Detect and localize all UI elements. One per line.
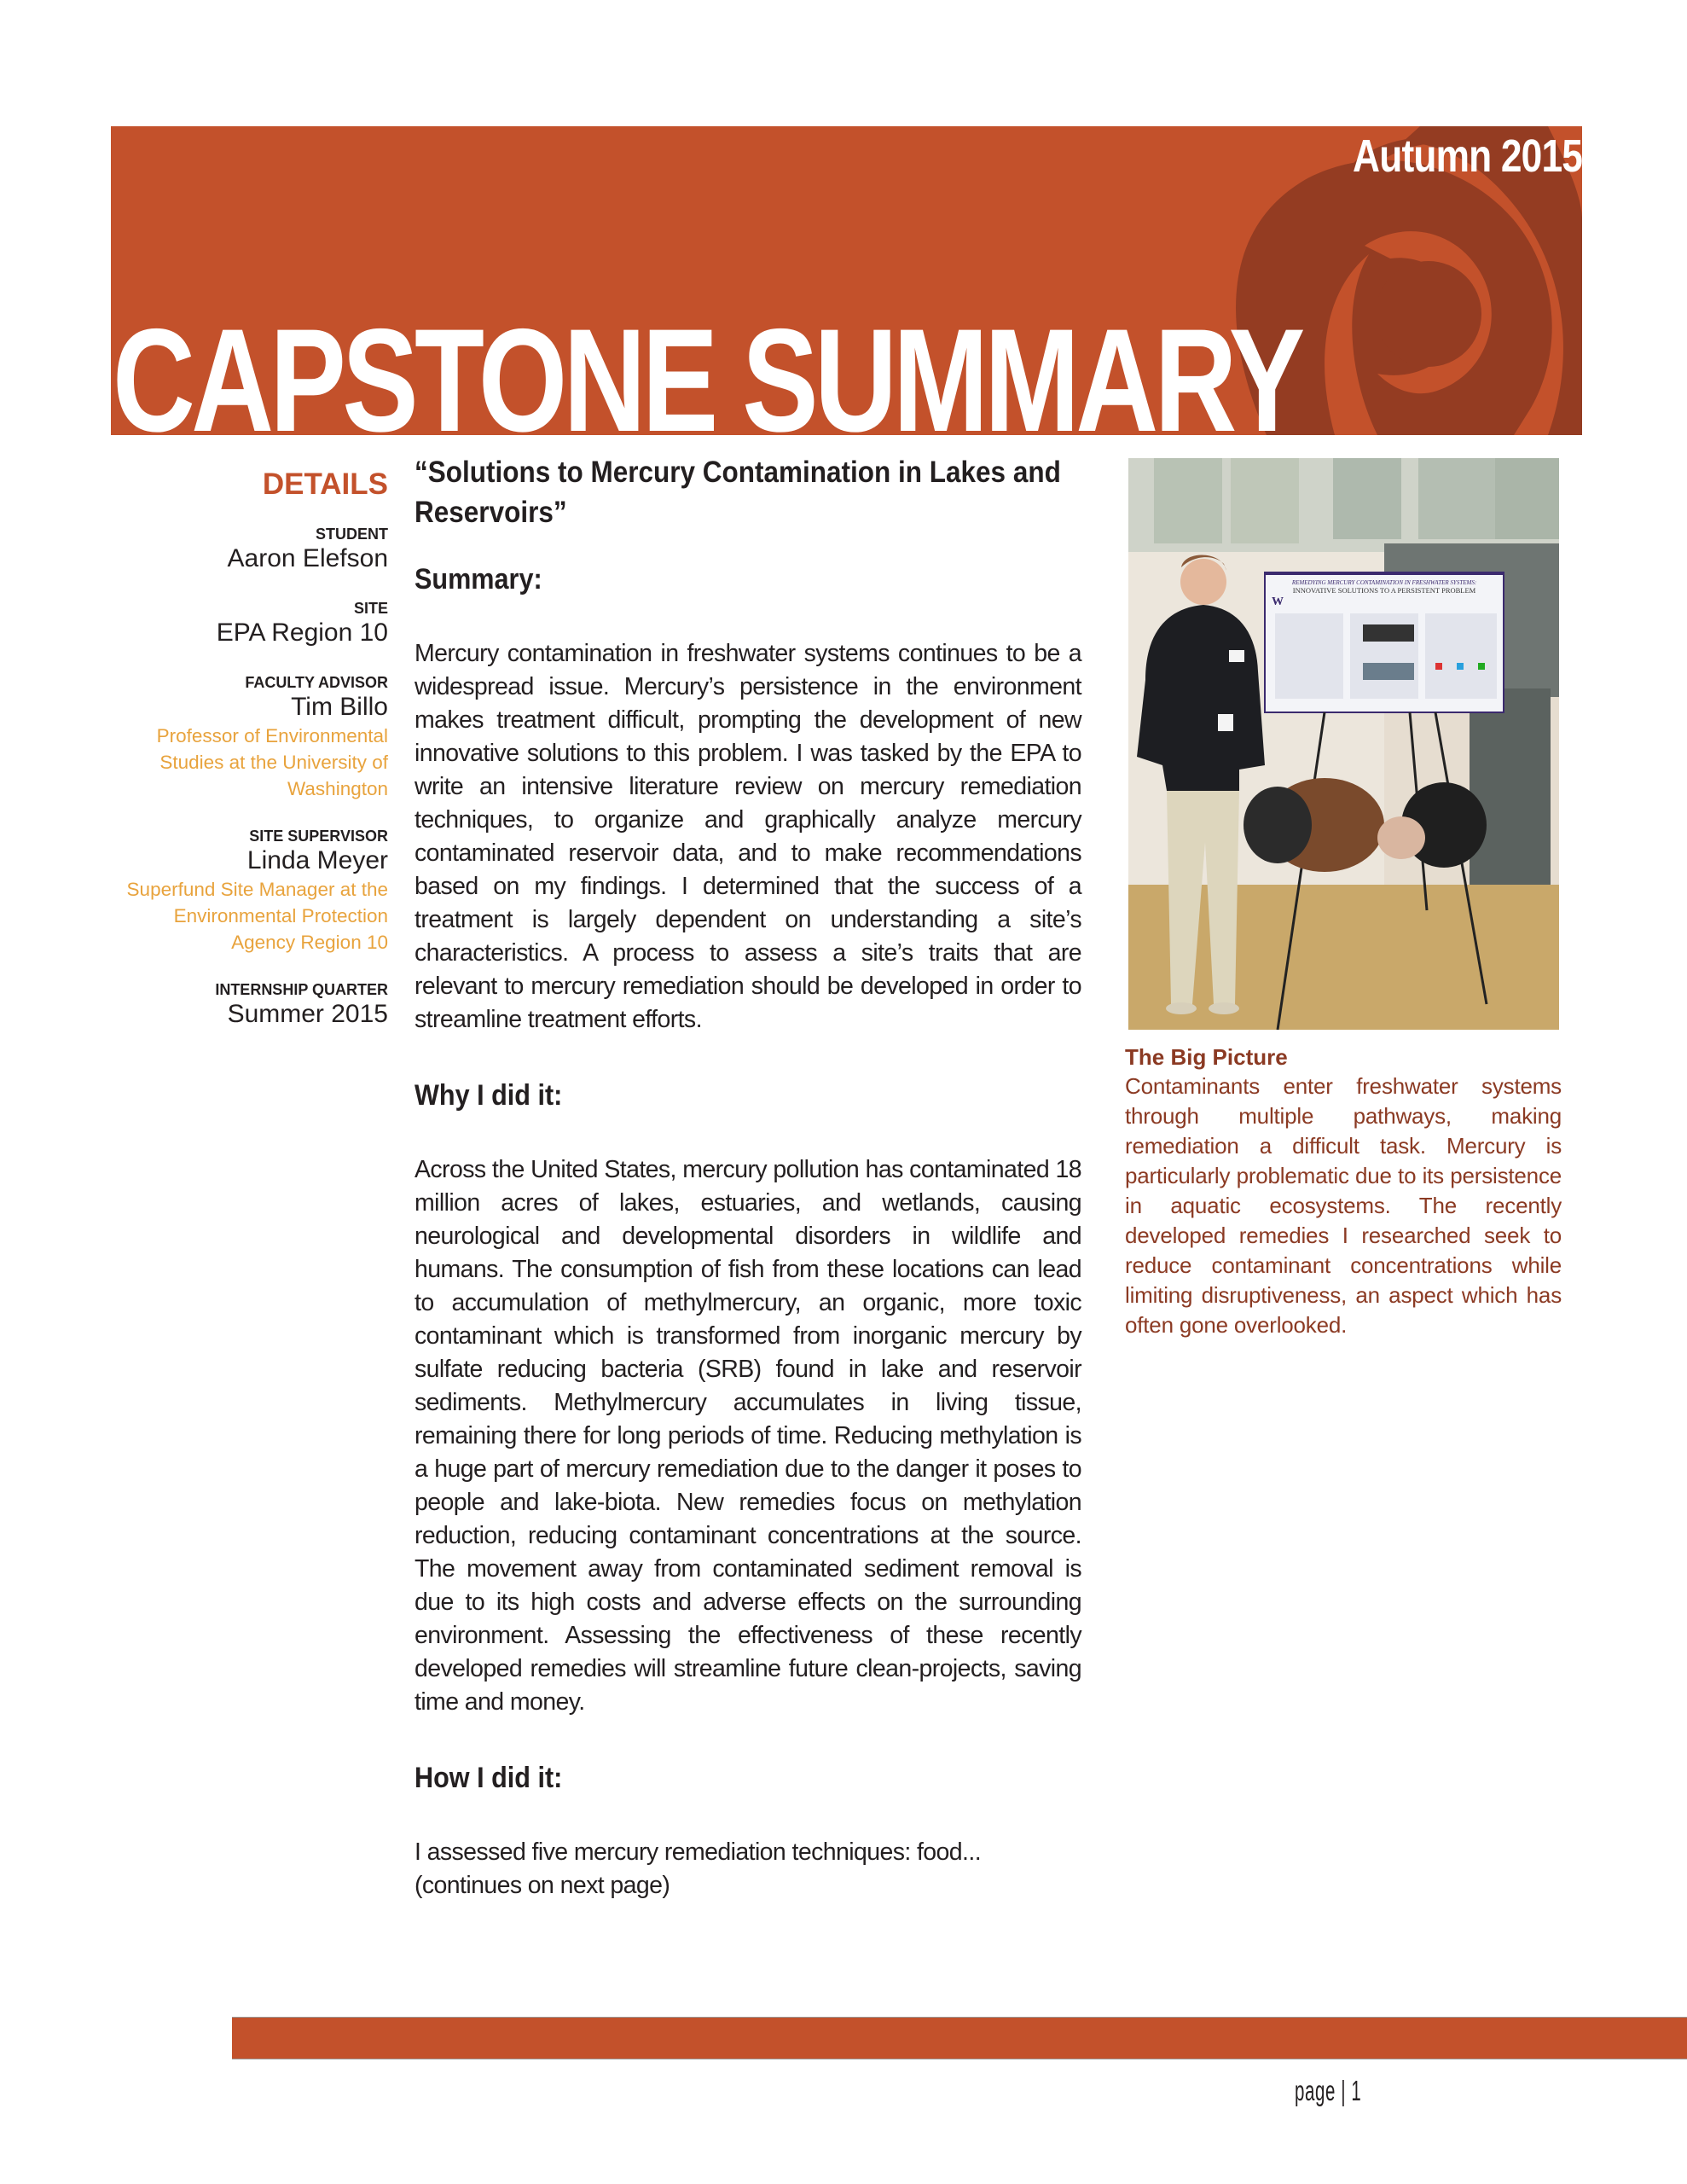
big-picture-title: The Big Picture: [1125, 1044, 1288, 1070]
site-supervisor-description: Superfund Site Manager at the Environmental Protection Agency Region 10: [126, 879, 388, 953]
page-number: [1295, 2075, 1361, 2107]
page-label: page: [1295, 2075, 1336, 2106]
issue-season: Autumn 2015: [1352, 131, 1582, 182]
header-banner: [111, 126, 1582, 435]
page-separator: |: [1341, 2075, 1347, 2106]
section-body-why: Across the United States, mercury pollution has contaminated 18 million acres of lakes, estuaries, and wetlands, causing neurological and developmental disorders in wildlife and humans. The consumption of fish from these locations can lead to accumulation of methylmercury, an organic, more toxic contaminant which is transformed from inorganic mercury by sulfate reducing bacteria (SRB) found in lake and reservoir sediments. Methylmercury accumulates in living tissue, remaining there for long periods of time. Reducing methylation is a huge part of mercury remediation due to the danger it poses to people and lake-biota. New remedies focus on methylation reduction, reducing contaminant concentrations at the source. The movement away from contaminated sediment removal is due to its high costs and adverse effects on the surrounding environment. Assessing the effectiveness of these recently developed remedies will streamline future clean-projects, saving time and money.: [415, 1156, 1081, 1716]
student-label: STUDENT: [316, 526, 388, 543]
continuation-note: (continues on next page): [415, 1872, 670, 1899]
details-heading: DETAILS: [262, 468, 388, 501]
faculty-advisor-description: Professor of Environmental Studies at the University of Washington: [156, 725, 388, 799]
site-name: EPA Region 10: [216, 619, 388, 647]
project-title: “Solutions to Mercury Contamination in Lakes and Reservoirs”: [415, 456, 1061, 529]
page-title: CAPSTONE SUMMARY: [113, 299, 1301, 435]
site-supervisor-name: Linda Meyer: [246, 846, 388, 874]
svg-text:INNOVATIVE SOLUTIONS TO A PERS: INNOVATIVE SOLUTIONS TO A PERSISTENT PROBLEM: [1292, 586, 1476, 595]
big-picture-note: [1125, 1043, 1562, 1340]
svg-text:W: W: [1272, 595, 1284, 608]
faculty-advisor-name: Tim Billo: [291, 693, 388, 721]
section-heading-why: Why I did it:: [415, 1079, 563, 1112]
internship-quarter-label: INTERNSHIP QUARTER: [215, 981, 388, 998]
section-heading-how: How I did it:: [415, 1762, 563, 1794]
main-content: [415, 452, 1081, 1902]
faculty-advisor-label: FACULTY ADVISOR: [245, 674, 388, 691]
footer-bar: [232, 2017, 1687, 2059]
big-picture-body: Contaminants enter freshwater systems through multiple pathways, making remediation a difficult task. Mercury is particularly problematic due to its persistence in aquatic ecosystems. The recently developed remedies I researched seek to reduce contaminant concentrations while limiting disruptiveness, an aspect which has often gone overlooked.: [1125, 1073, 1562, 1338]
site-supervisor-label: SITE SUPERVISOR: [249, 828, 388, 845]
section-body-how: I assessed five mercury remediation techniques: food...: [415, 1838, 982, 1866]
section-heading-summary: Summary:: [415, 563, 542, 595]
section-body-summary: Mercury contamination in freshwater systems continues to be a widespread issue. Mercury’s persistence in the environment makes treatment difficult, prompting the development of new innovative solutions to this problem. I was tasked by the EPA to write an intensive literature review on mercury remediation techniques, to organize and graphically analyze mercury contaminated reservoir data, and to make recommendations based on my findings. I determined that the success of a treatment is largely dependent on understanding a site’s characteristics. A process to assess a site’s traits that are relevant to mercury remediation should be developed in order to streamline treatment efforts.: [415, 640, 1081, 1033]
photo-illustration-icon: [1128, 458, 1559, 1030]
student-name: Aaron Elefson: [227, 544, 388, 572]
site-label: SITE: [353, 600, 388, 617]
internship-quarter-value: Summer 2015: [227, 1000, 388, 1028]
student-poster-photo: [1128, 458, 1559, 1030]
svg-text:REMEDYING MERCURY CONTAMINATIO: REMEDYING MERCURY CONTAMINATION IN FRESHWATER SYSTEMS:: [1291, 579, 1477, 586]
details-sidebar: [111, 468, 388, 1030]
page-number-value: 1: [1351, 2075, 1362, 2106]
